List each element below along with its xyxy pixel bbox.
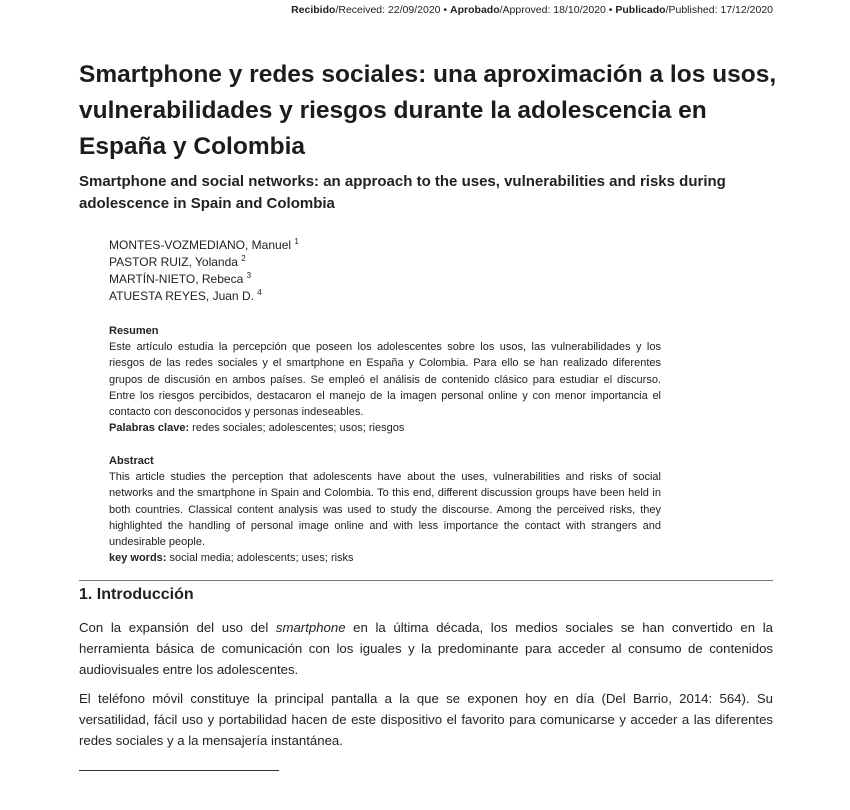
author-affiliation-ref: 4 [257, 288, 262, 297]
published-label: Publicado [615, 4, 666, 16]
resumen-block [109, 323, 661, 436]
received-label: Recibido [291, 4, 336, 16]
paper-subtitle-english: Smartphone and social networks: an approach to the uses, vulnerabilities and risks during adolescence in Spain and Colombia [79, 173, 726, 212]
keywords-label: Palabras clave: [109, 422, 190, 435]
abstract-text: This article studies the perception that adolescents have about the uses, vulnerabilities and risks of social networks and the smartphone in Spain and Colombia. To this end, different discussion groups have been held in both countries. Classical content analysis was used to study the discourse. Among the perceived risks, they highlighted the handling of personal image online and with less importance the contact with strangers and undesirable people. [109, 471, 661, 549]
paper-title: Smartphone y redes sociales: una aproximación a los usos, vulnerabilidades y riesgos durante la adolescencia en España y Colombia [79, 61, 777, 160]
keywords-label: key words: [109, 552, 167, 565]
author-entry [109, 254, 299, 271]
author-list [109, 237, 299, 305]
published-date: /Published: 17/12/2020 [665, 4, 773, 16]
paragraph-text: Con la expansión del uso del [79, 620, 276, 635]
author-affiliation-ref: 1 [294, 237, 299, 246]
keywords-values: redes sociales; adolescentes; usos; riesgos [189, 422, 405, 435]
approved-date: /Approved: 18/10/2020 [499, 4, 606, 16]
author-name: MONTES-VOZMEDIANO, Manuel [109, 238, 292, 252]
section-heading: 1. Introducción [79, 586, 194, 603]
abstract-block [109, 453, 661, 566]
separator-bullet: • [440, 4, 451, 16]
section-divider [79, 580, 773, 581]
author-affiliation-ref: 3 [246, 271, 252, 280]
separator-bullet: • [605, 4, 616, 16]
paragraph-text: en la última década, los medios sociales se han convertido en la herramienta básica de comunicación con los iguales y la predominante para acceder al consumo de contenidos audiovisuales entre los adolescentes. [79, 620, 773, 677]
author-name: MARTÍN-NIETO, Rebeca [109, 272, 244, 286]
body-paragraph [79, 617, 773, 680]
abstract-heading: Abstract [109, 455, 154, 467]
author-entry [109, 237, 299, 254]
resumen-heading: Resumen [109, 325, 159, 337]
body-paragraph: El teléfono móvil constituye la principal pantalla a la que se exponen hoy en día (Del Barrio, 2014: 564). Su versatilidad, fácil uso y portabilidad hacen de este dispositivo el favorito para comunicarse y acceder a las diferentes redes sociales y a la mensajería instantánea. [79, 691, 773, 748]
emphasis-text: smartphone [275, 620, 346, 635]
author-entry [109, 271, 299, 288]
footnote-divider [79, 770, 279, 771]
resumen-keywords [109, 420, 661, 436]
received-date: /Received: 22/09/2020 [335, 4, 441, 16]
keywords-values: social media; adolescents; uses; risks [166, 552, 354, 565]
author-affiliation-ref: 2 [241, 254, 246, 263]
author-entry [109, 288, 299, 305]
author-name: ATUESTA REYES, Juan D. [109, 289, 254, 303]
resumen-text: Este artículo estudia la percepción que poseen los adolescentes sobre los usos, las vulnerabilidades y los riesgos de las redes sociales y el smartphone en España y Colombia. Para ello se han realizado diferentes grupos de discusión en ambos países. Se empleó el análisis de contenido clásico para estudiar el discurso. Entre los riesgos percibidos, destacaron el manejo de la imagen personal online y con menor importancia el contacto con desconocidos y personas indeseables. [109, 341, 661, 419]
author-name: PASTOR RUIZ, Yolanda [109, 255, 238, 269]
publication-dates [291, 4, 773, 16]
abstract-keywords [109, 550, 661, 566]
approved-label: Aprobado [450, 4, 500, 16]
